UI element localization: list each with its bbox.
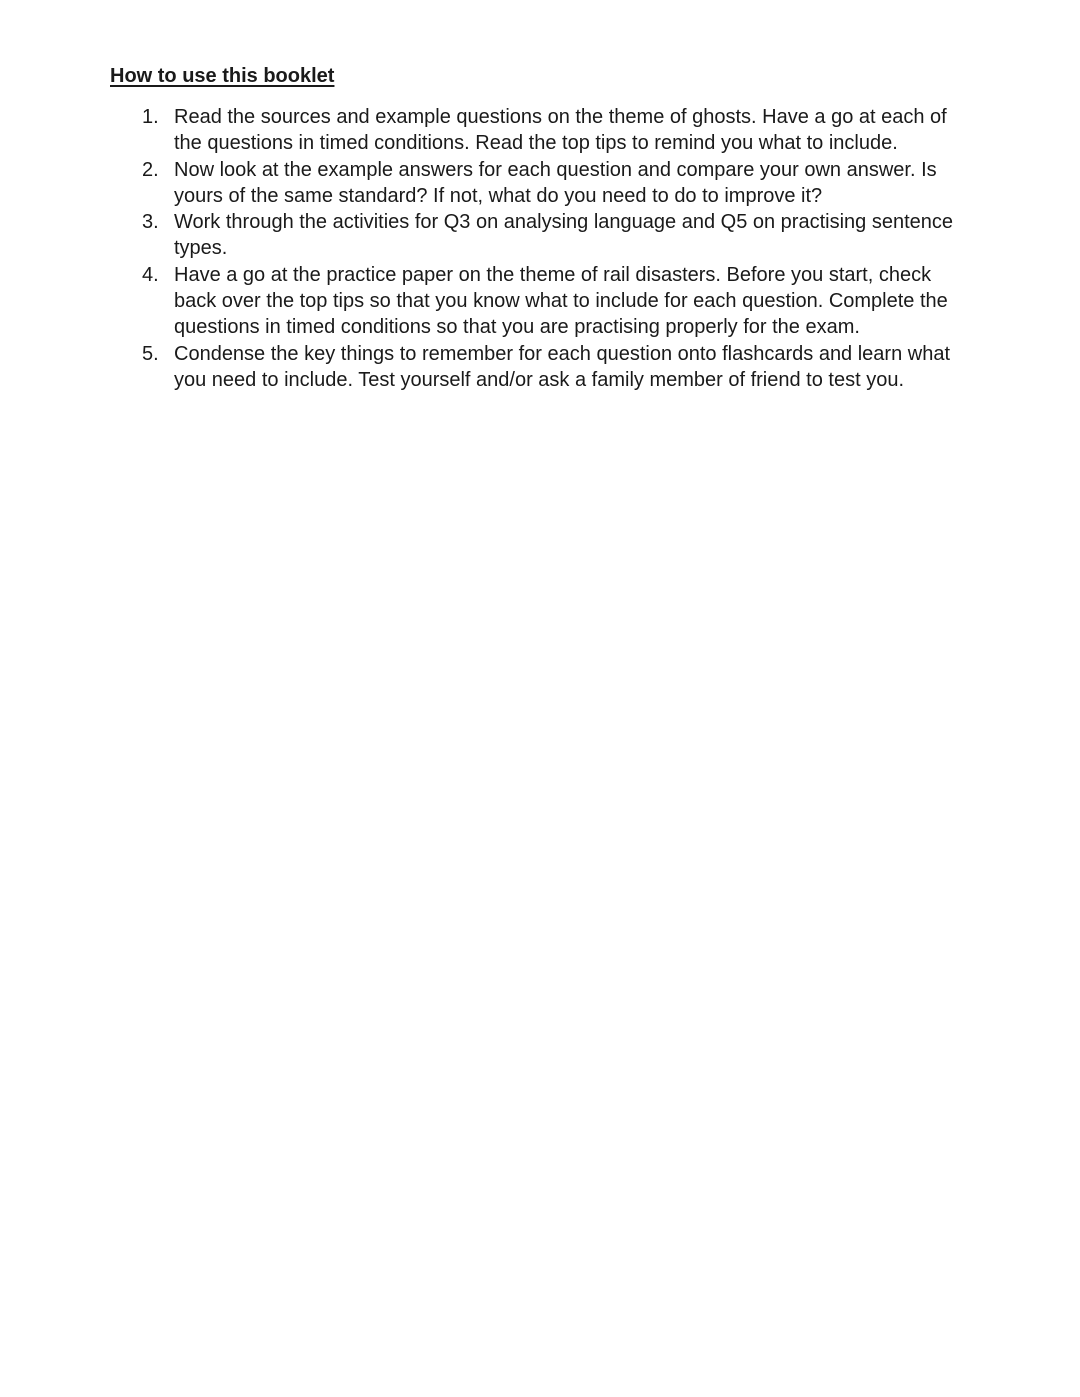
item-text-line: Read the sources and example questions on the theme of ghosts. Have a go at each of — [174, 106, 947, 128]
item-text-line: the questions in timed conditions. Read the top tips to remind you what to include. — [174, 132, 898, 155]
item-number: 1. — [142, 106, 159, 128]
instruction-item — [142, 262, 1022, 341]
instruction-item — [142, 157, 1022, 210]
item-number: 3. — [142, 211, 159, 234]
instruction-list — [142, 104, 1022, 393]
item-text-line: you need to include. Test yourself and/or ask a family member of friend to test you. — [174, 368, 905, 391]
item-text-line: Have a go at the practice paper on the theme of rail disasters. Before you start, check — [174, 263, 932, 286]
instruction-item — [142, 104, 1022, 157]
section-heading: How to use this booklet — [110, 65, 335, 87]
item-text-line: types. — [174, 237, 228, 260]
item-text-line: Condense the key things to remember for each question onto flashcards and learn what — [174, 342, 951, 365]
item-text-line: questions in timed conditions so that you are practising properly for the exam. — [174, 316, 860, 339]
item-text-line: Now look at the example answers for each question and compare your own answer. Is — [174, 158, 937, 181]
instruction-item — [142, 341, 1022, 394]
item-number: 2. — [142, 158, 159, 181]
instruction-item — [142, 209, 1022, 262]
item-text-line: yours of the same standard? If not, what do you need to do to improve it? — [174, 184, 823, 207]
item-number: 4. — [142, 263, 159, 286]
item-text-line: Work through the activities for Q3 on analysing language and Q5 on practising sentence — [174, 211, 953, 234]
item-number: 5. — [142, 342, 159, 365]
item-text-line: back over the top tips so that you know what to include for each question. Complete the — [174, 290, 948, 313]
